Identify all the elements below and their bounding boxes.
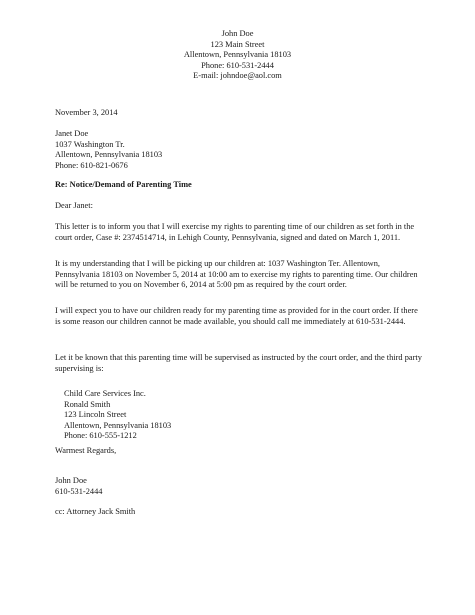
supervisor-phone: Phone: 610-555-1212 [64, 431, 137, 441]
recipient-address-block [55, 129, 425, 171]
letter-date: November 3, 2014 [55, 108, 118, 117]
sender-phone: Phone: 610-531-2444 [201, 60, 274, 70]
sender-city: Allentown, Pennsylvania 18103 [183, 50, 292, 60]
signature-phone: 610-531-2444 [55, 486, 103, 496]
body-paragraph-2: It is my understanding that I will be picking up our children at: 1037 Washington Ter. Allentown, Pennsylvania 18103 on November 5, 2014 at 10:00 am to exercise my rights to parenting time. Our children will be returned to you on November 6, 2014 at 5:00 pm as required by the court order. [55, 259, 418, 290]
body-paragraph-4: Let it be known that this parenting time will be supervised as instructed by the court order, and the third party supervising is: [55, 353, 422, 373]
salutation: Dear Janet: [55, 201, 93, 210]
closing: Warmest Regards, [55, 446, 117, 455]
supervisor-street: 123 Lincoln Street [64, 410, 127, 420]
recipient-phone: Phone: 610-821-0676 [55, 160, 128, 170]
sender-email: E-mail: johndoe@aol.com [193, 71, 282, 81]
recipient-name: Janet Doe [55, 129, 89, 138]
recipient-city: Allentown, Pennsylvania 18103 [55, 150, 163, 160]
sender-address-block [0, 29, 475, 82]
recipient-street: 1037 Washington Tr. [55, 139, 125, 149]
supervisor-city: Allentown, Pennsylvania 18103 [64, 420, 172, 430]
supervisor-name: Ronald Smith [64, 399, 111, 409]
body-paragraph-3: I will expect you to have our children ready for my parenting time as provided for in the court order. If there is some reason our children cannot be made available, you should call me immediately at 610-531-2444. [55, 306, 418, 326]
subject-line: Re: Notice/Demand of Parenting Time [55, 180, 192, 189]
sender-street: 123 Main Street [210, 39, 265, 49]
supervisor-address-block [55, 389, 434, 442]
cc-line: cc: Attorney Jack Smith [55, 507, 136, 516]
signature-name: John Doe [55, 476, 87, 485]
body-paragraph-1: This letter is to inform you that I will exercise my rights to parenting time of our children as set forth in the court order, Case #: 2374514714, in Lehigh County, Pennsylvania, signed and dated on March 1, 2011. [55, 222, 415, 242]
supervisor-organization: Child Care Services Inc. [64, 389, 146, 398]
signature-block [55, 476, 425, 497]
sender-name: John Doe [221, 29, 254, 38]
